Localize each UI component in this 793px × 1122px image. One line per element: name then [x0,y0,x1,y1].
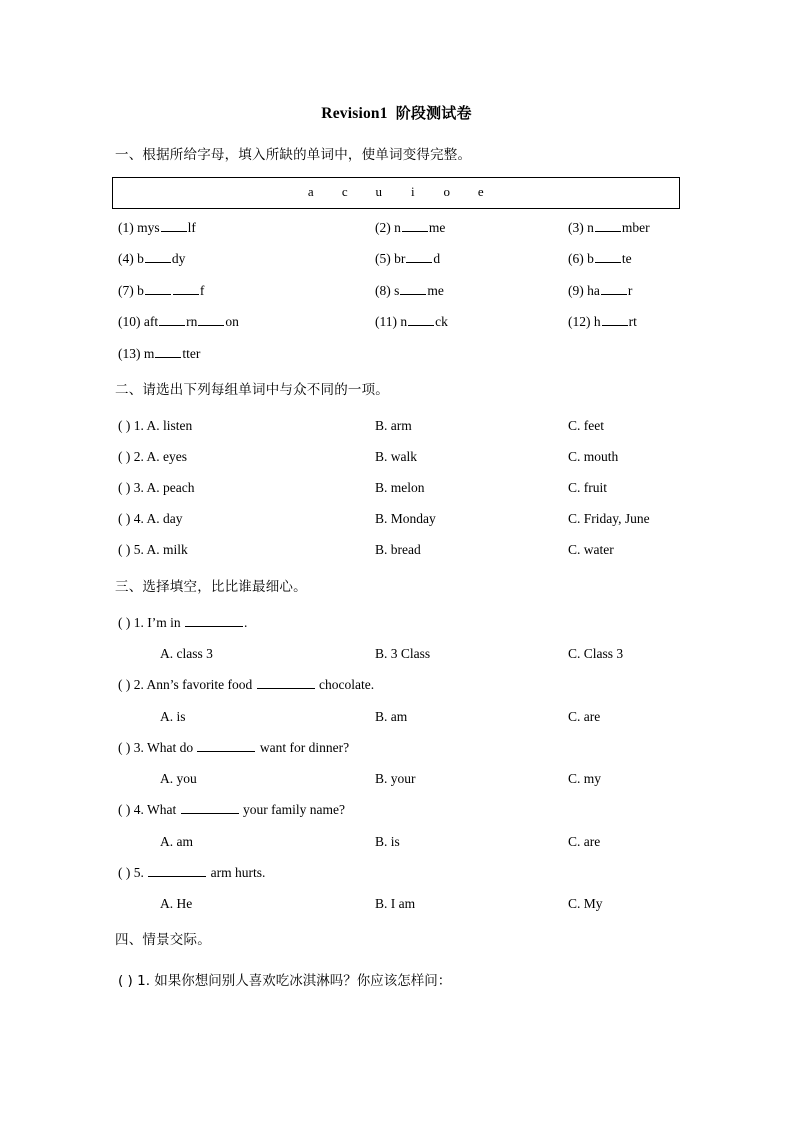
multiple-choice-q3-options [0,768,793,790]
q5-stem-prefix: ( ) 5. [118,865,148,880]
q4-option-b[interactable]: B. is [375,834,400,849]
item-4-prefix: (4) b [118,251,144,266]
item-11-suffix: ck [435,314,448,329]
q1-option-b[interactable]: B. 3 Class [375,646,431,661]
item-12-suffix: rt [628,314,637,329]
section-4-heading: 四、情景交际。 [115,932,211,948]
multiple-choice-q1-stem [118,612,247,634]
q5-option-a[interactable]: A. He [160,896,193,911]
fill-blank-item-13 [118,343,200,365]
multiple-choice-q1-options [0,643,793,665]
fill-blank-row-4 [0,311,793,333]
odd-one-out-row-3 [0,477,793,499]
letter-bank-letters [113,184,679,200]
letter-c: c [341,184,349,199]
fill-blank-item-4 [118,248,185,270]
multiple-choice-q4-options [0,831,793,853]
item-5-blank[interactable] [406,250,432,263]
item-12-prefix: (12) h [568,314,601,329]
odd-one-out-q4-option-c[interactable]: C. Friday, June [568,511,650,526]
item-5-prefix: (5) br [375,251,406,266]
letter-a: a [307,184,315,199]
item-3-prefix: (3) n [568,220,594,235]
fill-blank-row-1 [0,217,793,239]
item-7-prefix: (7) b [118,283,144,298]
item-9-blank[interactable] [601,282,627,295]
item-7-blank-2[interactable] [173,282,199,295]
item-11-prefix: (11) n [375,314,408,329]
odd-one-out-q4-option-a[interactable]: ( ) 4. A. day [118,511,183,526]
letter-i: i [410,184,416,199]
multiple-choice-q2-stem [118,674,374,696]
odd-one-out-row-2 [0,446,793,468]
q5-stem-blank[interactable] [148,864,206,877]
item-8-blank[interactable] [400,282,426,295]
q4-stem-suffix: your family name? [239,802,345,817]
q3-stem-suffix: want for dinner? [256,740,350,755]
q2-option-b[interactable]: B. am [375,709,408,724]
odd-one-out-q5-option-b[interactable]: B. bread [375,542,421,557]
odd-one-out-q2-option-b[interactable]: B. walk [375,449,417,464]
item-13-blank[interactable] [155,345,181,358]
item-1-suffix: lf [187,220,196,235]
item-1-prefix: (1) mys [118,220,160,235]
odd-one-out-q2-option-a[interactable]: ( ) 2. A. eyes [118,449,187,464]
fill-blank-item-10 [118,311,239,333]
q2-option-c[interactable]: C. are [568,709,601,724]
item-7-blank-1[interactable] [145,282,171,295]
q1-option-c[interactable]: C. Class 3 [568,646,624,661]
odd-one-out-q1-option-c[interactable]: C. feet [568,418,604,433]
multiple-choice-q4-stem [118,799,345,821]
q4-option-a[interactable]: A. am [160,834,193,849]
letter-e: e [477,184,485,199]
q2-stem-prefix: ( ) 2. Ann’s favorite food [118,677,256,692]
q4-stem-prefix: ( ) 4. What [118,802,180,817]
item-4-blank[interactable] [145,250,171,263]
item-8-suffix: me [427,283,444,298]
odd-one-out-q3-option-c[interactable]: C. fruit [568,480,607,495]
section-1-heading: 一、根据所给字母，填入所缺的单词中，使单词变得完整。 [115,147,472,163]
item-6-prefix: (6) b [568,251,594,266]
item-7-suffix: f [199,283,205,298]
q1-stem-suffix: . [243,615,248,630]
q3-option-c[interactable]: C. my [568,771,602,786]
item-10-prefix: (10) aft [118,314,159,329]
odd-one-out-q3-option-b[interactable]: B. melon [375,480,425,495]
fill-blank-item-5 [375,248,440,270]
item-12-blank[interactable] [602,313,628,326]
section-3-heading: 三、选择填空，比比谁最细心。 [115,579,307,595]
item-13-prefix: (13) m [118,346,155,361]
item-9-prefix: (9) ha [568,283,600,298]
multiple-choice-q3-stem [118,737,349,759]
item-3-blank[interactable] [595,219,621,232]
item-6-blank[interactable] [595,250,621,263]
page-title-en: Revision1 [321,105,388,122]
odd-one-out-q1-option-b[interactable]: B. arm [375,418,412,433]
situational-q1[interactable]: ( ) 1. 如果你想问别人喜欢吃冰淇淋吗？你应该怎样问： [118,973,452,989]
item-10-middle: rn [186,314,198,329]
letter-o: o [443,184,451,199]
odd-one-out-q2-option-c[interactable]: C. mouth [568,449,619,464]
page-title-cn: 阶段测试卷 [395,104,472,122]
item-4-suffix: dy [171,251,186,266]
item-11-blank[interactable] [408,313,434,326]
q2-stem-blank[interactable] [257,676,315,689]
item-3-suffix: mber [621,220,650,235]
item-2-suffix: me [428,220,446,235]
item-10-blank-1[interactable] [159,313,185,326]
item-2-prefix: (2) n [375,220,401,235]
letter-u: u [375,184,383,199]
fill-blank-item-1 [118,217,196,239]
page-title [0,102,793,123]
q3-stem-blank[interactable] [197,739,255,752]
fill-blank-item-3 [568,217,650,239]
item-1-blank[interactable] [161,219,187,232]
section-2-heading: 二、请选出下列每组单词中与众不同的一项。 [115,382,389,398]
multiple-choice-q5-options [0,893,793,915]
q3-option-b[interactable]: B. your [375,771,416,786]
fill-blank-item-2 [375,217,445,239]
odd-one-out-row-4 [0,508,793,530]
q5-option-b[interactable]: B. I am [375,896,416,911]
odd-one-out-row-1 [0,415,793,437]
q2-option-a[interactable]: A. is [160,709,186,724]
item-6-suffix: te [621,251,632,266]
fill-blank-row-2 [0,248,793,270]
fill-blank-item-12 [568,311,637,333]
item-9-suffix: r [627,283,633,298]
q2-stem-suffix: chocolate. [315,677,375,692]
fill-blank-item-8 [375,280,444,302]
q3-option-a[interactable]: A. you [160,771,197,786]
odd-one-out-q1-option-a[interactable]: ( ) 1. A. listen [118,418,193,433]
item-10-blank-2[interactable] [198,313,224,326]
q4-stem-blank[interactable] [181,801,239,814]
fill-blank-item-6 [568,248,632,270]
q1-option-a[interactable]: A. class 3 [160,646,213,661]
fill-blank-item-7 [118,280,204,302]
q5-option-c[interactable]: C. My [568,896,603,911]
q1-stem-blank[interactable] [185,614,243,627]
fill-blank-row-3 [0,280,793,302]
odd-one-out-q5-option-c[interactable]: C. water [568,542,614,557]
fill-blank-item-9 [568,280,632,302]
q1-stem-prefix: ( ) 1. I’m in [118,615,184,630]
q3-stem-prefix: ( ) 3. What do [118,740,197,755]
item-10-suffix: on [225,314,239,329]
multiple-choice-q2-options [0,706,793,728]
item-13-suffix: tter [182,346,201,361]
q4-option-c[interactable]: C. are [568,834,601,849]
item-2-blank[interactable] [402,219,428,232]
odd-one-out-q5-option-a[interactable]: ( ) 5. A. milk [118,542,188,557]
q5-stem-suffix: arm hurts. [207,865,266,880]
multiple-choice-q5-stem [118,862,265,884]
odd-one-out-row-5 [0,539,793,561]
item-8-prefix: (8) s [375,283,400,298]
fill-blank-row-5 [0,343,793,365]
odd-one-out-q3-option-a[interactable]: ( ) 3. A. peach [118,480,195,495]
odd-one-out-q4-option-b[interactable]: B. Monday [375,511,436,526]
item-5-suffix: d [433,251,441,266]
letter-bank-box [112,177,680,209]
fill-blank-item-11 [375,311,448,333]
